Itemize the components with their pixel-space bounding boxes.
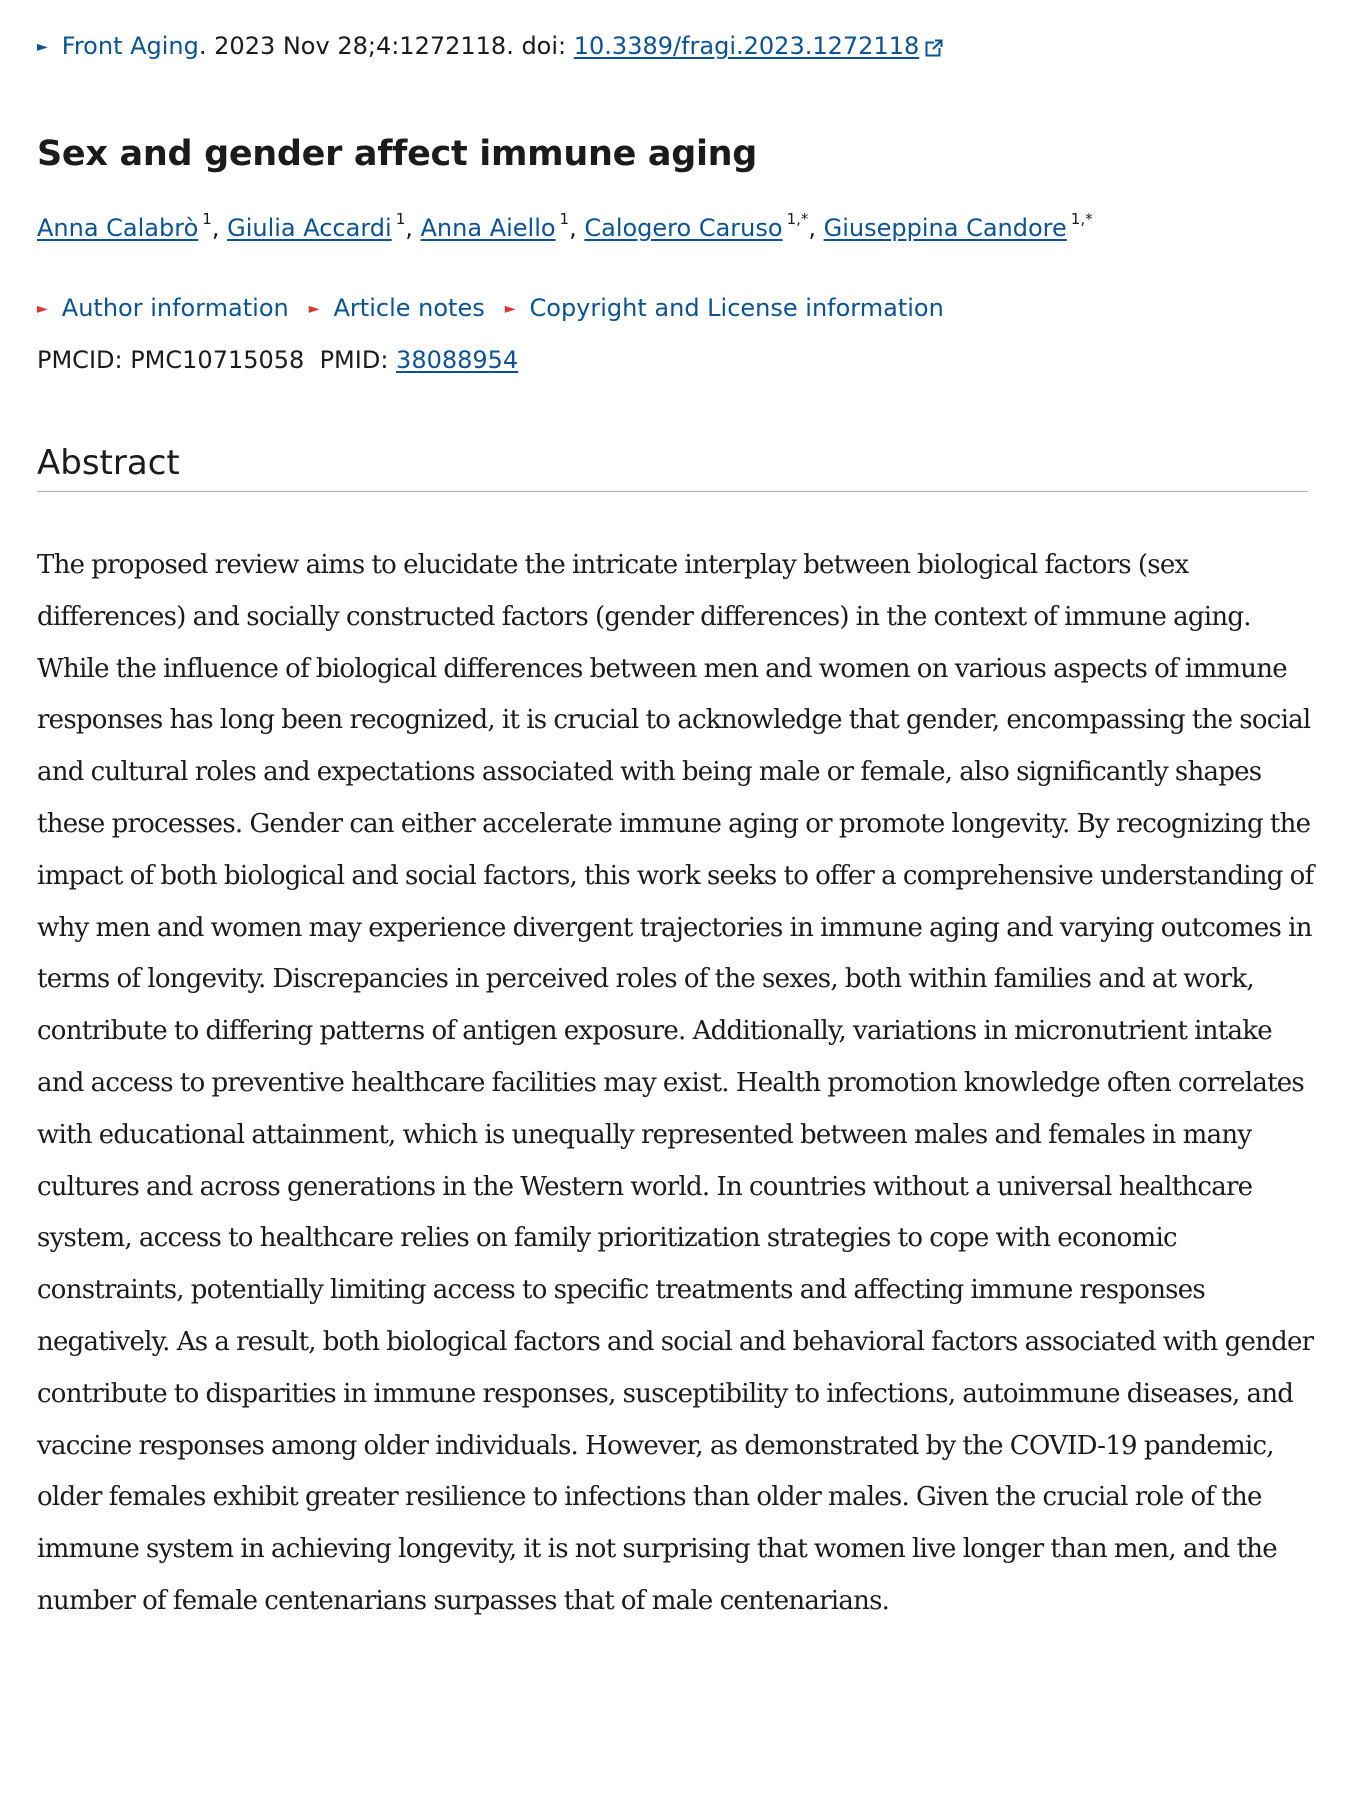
author-list: Anna Calabrò $^1$, Giulia Accardi $^1$, Anna Aiello $^1$, Calogero Caruso $^{1,*}$, Giuseppina Candore $^{1,*}$ xyxy=(37,210,1093,242)
author-link[interactable]: Anna Aiello xyxy=(420,214,556,242)
pmid-label: PMID: xyxy=(319,346,389,374)
citation-details: . 2023 Nov 28;4:1272118. doi: xyxy=(198,32,574,60)
accordion-label: Author information xyxy=(61,294,289,322)
triangle-right-icon: ► xyxy=(504,301,516,317)
pmid-link[interactable]: 38088954 xyxy=(396,346,519,374)
article-info-accordions xyxy=(37,292,964,325)
article-ids xyxy=(37,344,518,376)
author-link[interactable]: Anna Calabrò xyxy=(37,214,199,242)
author-link[interactable]: Giulia Accardi xyxy=(227,214,392,242)
author-link[interactable]: Calogero Caruso xyxy=(584,214,783,242)
abstract-divider xyxy=(37,491,1308,492)
author-affiliation: 1 xyxy=(395,210,406,228)
article-notes-toggle[interactable] xyxy=(309,292,485,325)
author-information-toggle[interactable] xyxy=(37,292,289,325)
external-link-icon[interactable] xyxy=(925,33,943,65)
journal-link[interactable]: Front Aging xyxy=(61,32,199,60)
triangle-right-icon: ► xyxy=(37,301,48,317)
doi-link[interactable]: 10.3389/fragi.2023.1272118 xyxy=(573,32,920,60)
citation-toggle-icon[interactable]: ► xyxy=(37,39,48,55)
abstract-heading: Abstract xyxy=(37,443,180,483)
abstract-text: The proposed review aims to elucidate the intricate interplay between biological factors (sex differences) and socially constructed factors (gender differences) in the context of immune aging. While the influence of biological differences between men and women on various aspects of immune responses has long been recognized, it is crucial to acknowledge that gender, encompassing the social and cultural roles and expectations associated with being male or female, also significantly shapes these processes. Gender can either accelerate immune aging or promote longevity. By recognizing the impact of both biological and social factors, this work seeks to offer a comprehensive understanding of why men and women may experience divergent trajectories in immune aging and varying outcomes in terms of longevity. Discrepancies in perceived roles of the sexes, both within families and at work, contribute to differing patterns of antigen exposure. Additionally, variations in micronutrient intake and access to preventive healthcare facilities may exist. Health promotion knowledge often correlates with educational attainment, which is unequally represented between males and females in many cultures and across generations in the Western world. In countries without a universal healthcare system, access to healthcare relies on family prioritization strategies to cope with economic constraints, potentially limiting access to specific treatments and affecting immune responses negatively. As a result, both biological factors and social and behavioral factors associated with gender contribute to disparities in immune responses, susceptibility to infections, autoimmune diseases, and vaccine responses among older individuals. However, as demonstrated by the COVID-19 pandemic, older females exhibit greater resilience to infections than older males. Given the crucial role of the immune system in achieving longevity, it is not surprising that women live longer than men, and the number of female centenarians surpasses that of male centenarians. xyxy=(37,550,1314,1616)
accordion-label: Copyright and License information xyxy=(529,294,944,322)
author-affiliation: 1 xyxy=(202,210,212,228)
article-title: Sex and gender affect immune aging xyxy=(37,134,758,174)
pmcid: PMCID: PMC10715058 xyxy=(37,346,305,374)
author-affiliation: 1 xyxy=(559,210,570,228)
author-link[interactable]: Giuseppina Candore xyxy=(823,214,1067,242)
triangle-right-icon: ► xyxy=(308,301,320,317)
author-affiliation: 1,* xyxy=(1070,210,1093,228)
copyright-license-toggle[interactable] xyxy=(505,292,944,325)
accordion-label: Article notes xyxy=(333,294,485,322)
author-affiliation: 1,* xyxy=(786,210,809,228)
citation-line xyxy=(37,30,943,65)
